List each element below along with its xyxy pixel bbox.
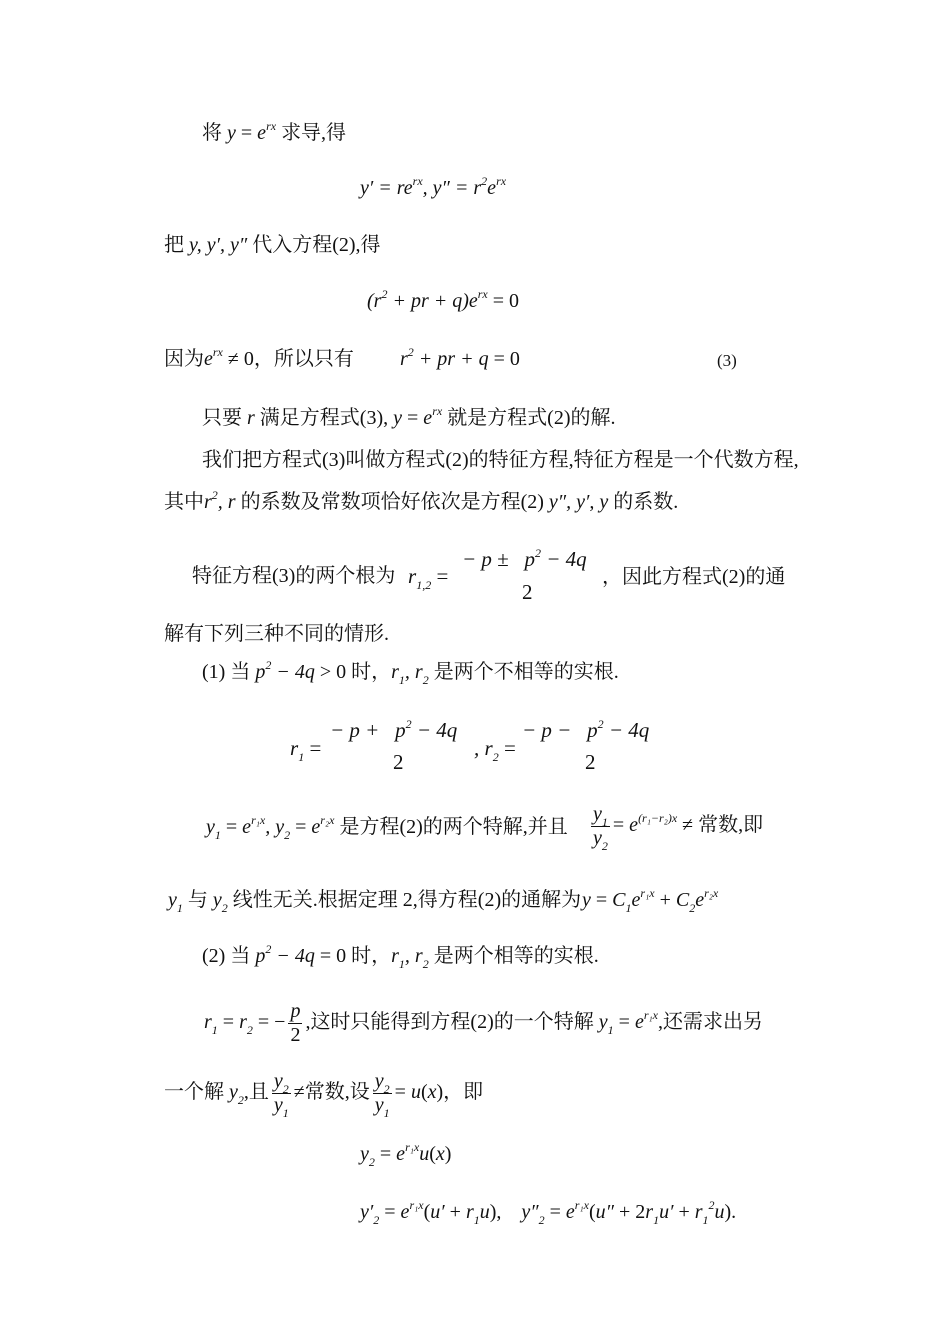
text-line: 一个解 $y_2$,且 $\frac{y_2}{y_1}$ ≠常数,设 $\frac{y_2}{y_1}$ = u(x)，即 bbox=[164, 1070, 484, 1120]
root-r2-label: , $r_2$ = bbox=[474, 736, 516, 764]
math-expression: y, y′, y″ bbox=[189, 234, 248, 256]
text-fragment: ,且 bbox=[243, 1081, 269, 1104]
root-r2-denominator: 2 bbox=[585, 750, 596, 774]
math-expression: $r_1 = r_2$ = − bbox=[204, 1011, 286, 1038]
math-expression: $p^2 - 4q$ bbox=[255, 942, 315, 967]
text-fragment: ,还需求出另 bbox=[658, 1011, 763, 1034]
equation-y2-derivatives: $y'_2 = e^{r_1x}(u' + r_1u)$, $y''_2 = e^{r_1x}(u'' + 2r_1u' + r_1^2u)$. bbox=[360, 1198, 737, 1227]
fraction: $\frac{y_1}{y_2}$ bbox=[593, 803, 608, 853]
text-line bbox=[164, 488, 679, 513]
text-line: (1) 当 $p^2 - 4q > 0$ 时，$r_1$, $r_2$ 是两个不相等的实根. bbox=[202, 658, 619, 687]
math-expression: $y_1 = e^{r_1x}$, $y_2 = e^{r_2x}$ bbox=[206, 813, 335, 842]
equation-number: (3) bbox=[717, 351, 737, 370]
text-line: 只要 r 满足方程式(3), $y = e^{rx}$ 就是方程式(2)的解. bbox=[202, 404, 616, 429]
math-expression: $r_1$, $r_2$ bbox=[391, 661, 429, 687]
math-expression: u bbox=[410, 1081, 421, 1104]
text-fragment: 将 bbox=[202, 122, 227, 144]
math-expression: y bbox=[227, 122, 236, 144]
math-expression: $y_1 = e^{r_1x}$ bbox=[598, 1008, 658, 1038]
text-fragment: (1) 当 bbox=[202, 661, 256, 683]
root-label: $r_{1,2}$ = bbox=[408, 564, 449, 592]
text-line bbox=[602, 567, 785, 587]
text-fragment: ，即 bbox=[443, 1081, 484, 1104]
text-line bbox=[192, 566, 395, 586]
text-fragment: 的系数. bbox=[608, 491, 679, 513]
equation-substituted: ($r^2$ + pr + $q)e^{rx} = 0$ bbox=[367, 287, 520, 312]
root-r1-label: $r_1$ = bbox=[290, 736, 322, 764]
text-fragment: 把 bbox=[164, 234, 189, 256]
root-r2-numerator: − $p - p^2 - 4q$ bbox=[522, 717, 650, 742]
math-expression: $r_1$, $r_2$ bbox=[391, 945, 429, 971]
math-expression: $e^{rx}$ bbox=[423, 404, 443, 429]
math-expression: $y_2$ bbox=[229, 1081, 244, 1108]
math-expression: y′ = re bbox=[360, 177, 413, 199]
text-fragment: 常数,设 bbox=[304, 1081, 370, 1104]
math-expression: x bbox=[427, 1081, 437, 1104]
text-fragment: 因为 bbox=[164, 348, 204, 370]
text-fragment: 的系数及常数项恰好依次是方程(2) bbox=[235, 491, 549, 513]
text-fragment: 与 bbox=[182, 889, 213, 911]
fraction-y2-y1: $\frac{y_2}{y_1}$ bbox=[273, 1070, 289, 1120]
text-fragment: 线性无关.根据定理 2,得方程(2)的通解为 bbox=[227, 889, 582, 911]
text-line bbox=[206, 813, 568, 842]
math-expression: $p^2 - 4q$ bbox=[255, 658, 315, 683]
text-fragment: 特征方程(3)的两个根为 bbox=[192, 565, 396, 587]
math-expression: (r bbox=[367, 290, 382, 312]
math-expression: $r^2$, r bbox=[204, 488, 236, 513]
math-expression: y bbox=[393, 407, 403, 429]
text-line: 因为$e^{rx} \ne 0$，所以只有 bbox=[164, 345, 354, 370]
equation-derivatives: $y' = re^{rx}$, $y'' = r^2e^{rx}$ bbox=[360, 174, 507, 199]
text-fragment: ,这时只能得到方程(2)的一个特解 bbox=[305, 1011, 599, 1034]
math-expression: $e^{rx}$ bbox=[257, 119, 277, 144]
math-expression: $y_2$ bbox=[212, 889, 228, 915]
fraction-p-over-2: $\frac{p}{2}$ bbox=[290, 1000, 301, 1046]
equation-y2: $y_2 = e^{r_1x}u(x)$ bbox=[360, 1140, 452, 1169]
text-fragment: 是方程(2)的两个特解,并且 bbox=[334, 816, 568, 838]
text-line: 解有下列三种不同的情形. bbox=[164, 623, 389, 645]
text-fragment: 一个解 bbox=[164, 1081, 229, 1104]
root-denominator: 2 bbox=[522, 580, 533, 604]
root-r1-numerator: − $p + p^2 - 4q$ bbox=[330, 717, 458, 742]
text-fragment: ，所以只有 bbox=[253, 348, 354, 370]
general-solution-1: $y = C_1e^{r_1x} + C_2e^{r_2x}$ bbox=[582, 886, 719, 915]
text-line bbox=[204, 1000, 763, 1047]
text-fragment: ，因此方程式(2)的通 bbox=[602, 566, 786, 588]
math-expression: y″, y′, y bbox=[548, 491, 609, 513]
math-expression: r bbox=[247, 407, 255, 429]
text-fragment: 是两个相等的实根. bbox=[428, 945, 599, 967]
text-fragment: 常数,即 bbox=[693, 814, 764, 837]
characteristic-equation: $r^2$ + pr + q = 0 bbox=[400, 345, 520, 370]
text-fragment: 其中 bbox=[164, 491, 204, 513]
fraction-y2-y1: $\frac{y_2}{y_1}$ bbox=[374, 1070, 390, 1120]
text-fragment: 是两个不相等的实根. bbox=[428, 661, 619, 683]
math-expression: $e^{rx}$ bbox=[204, 345, 223, 370]
text-fragment: 就是方程式(2)的解. bbox=[442, 407, 616, 429]
text-fragment: 时， bbox=[346, 945, 392, 967]
text-line bbox=[168, 889, 582, 915]
ratio-y1-y2: $\frac{y_1}{y_2}$ = $e^{(r_1-r_2)x}$ ≠ 常数,即 bbox=[593, 803, 764, 853]
text-line bbox=[164, 235, 381, 255]
text-fragment: 只要 bbox=[202, 407, 247, 429]
text-line: 我们把方程式(3)叫做方程式(2)的特征方程,特征方程是一个代数方程, bbox=[202, 449, 799, 471]
text-line: (2) 当 $p^2 - 4q = 0$ 时，$r_1$, $r_2$ 是两个相等的实根. bbox=[202, 942, 599, 971]
root-r1-denominator: 2 bbox=[393, 750, 404, 774]
root-numerator: − $p \pm p^2 - 4q$ bbox=[462, 546, 587, 571]
text-fragment: 时， bbox=[346, 661, 392, 683]
text-fragment: 代入方程(2),得 bbox=[247, 234, 381, 256]
text-fragment: 满足方程式(3), bbox=[254, 407, 394, 429]
text-fragment: (2) 当 bbox=[202, 945, 256, 967]
text-fragment: 求导,得 bbox=[276, 122, 347, 144]
math-expression: $y_1$ bbox=[168, 889, 183, 915]
text-line: 将 $y = e^{rx}$ 求导,得 bbox=[202, 119, 347, 144]
